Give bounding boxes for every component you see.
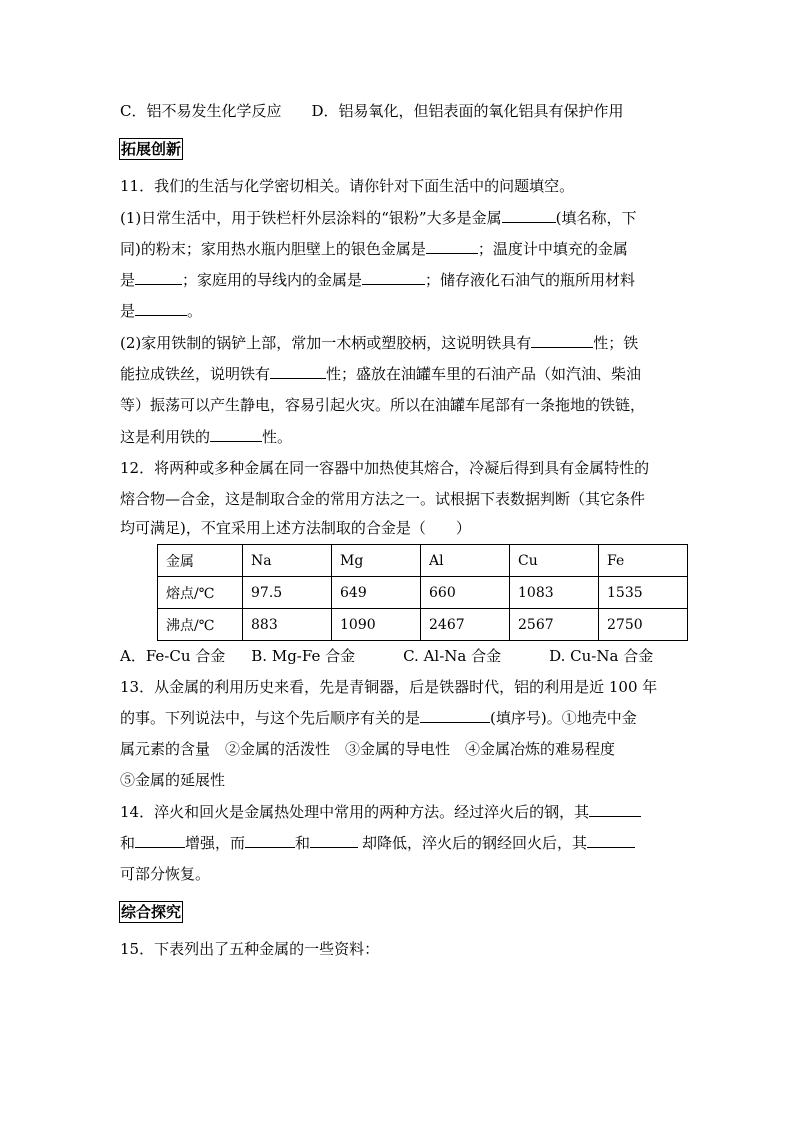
q12-line1: 12．将两种或多种金属在同一容器中加热使其熔合，冷凝后得到具有金属特性的	[120, 459, 650, 477]
q11-part1-line2: 同)的粉末；家用热水瓶内胆壁上的银色金属是 ；温度计中填充的金属	[120, 240, 628, 258]
table-header-row	[158, 545, 688, 577]
answer-blank[interactable]	[270, 364, 326, 379]
table-cell: Al	[421, 545, 510, 577]
table-cell: Mg	[332, 545, 421, 577]
q10-options	[120, 101, 624, 121]
q11-part2-line2: 能拉成铁丝，说明铁有 性；盛放在油罐车里的石油产品（如汽油、柴油	[120, 365, 642, 383]
q11-part1-line4: 是 。	[120, 302, 203, 320]
answer-blank[interactable]	[502, 208, 556, 223]
table-row	[158, 609, 688, 641]
q14-line2: 和 增强，而 和 却降低，淬火后的钢经回火后，其	[120, 833, 635, 853]
answer-blank[interactable]	[135, 270, 182, 285]
q13-line3: 属元素的含量 ②金属的活泼性 ③金属的导电性 ④金属冶炼的难易程度	[120, 740, 616, 758]
table-cell: 883	[243, 609, 332, 641]
q14-line3: 可部分恢复。	[120, 865, 211, 883]
table-cell: 沸点/℃	[158, 609, 243, 641]
table-cell: 1090	[332, 609, 421, 641]
metal-data-table	[157, 544, 688, 641]
table-row	[158, 577, 688, 609]
q12-line2: 熔合物—合金，这是制取合金的常用方法之一。试根据下表数据判断（其它条件	[120, 490, 646, 508]
answer-blank[interactable]	[310, 833, 358, 848]
q11-part1-line3: 是 ；家庭用的导线内的金属是 ；储存液化石油气的瓶所用材料	[120, 271, 636, 289]
answer-blank[interactable]	[245, 833, 295, 848]
table-cell: Cu	[510, 545, 599, 577]
q13-line1: 13．从金属的利用历史来看，先是青铜器，后是铁器时代，铝的利用是近 100 年	[120, 678, 658, 696]
q12-option-a: A．Fe-Cu 合金	[120, 647, 226, 665]
q11-part2-line4: 这是利用铁的 性。	[120, 428, 293, 446]
table-cell: 金属	[158, 545, 243, 577]
answer-blank[interactable]	[589, 802, 641, 817]
q10-option-d: D．铝易氧化，但铝表面的氧化铝具有保护作用	[311, 102, 624, 120]
q11-part2-line3: 等）振荡可以产生静电，容易引起火灾。所以在油罐车尾部有一条拖地的铁链，	[120, 396, 646, 414]
section-heading-extension: 拓展创新	[121, 140, 182, 158]
table-cell: 649	[332, 577, 421, 609]
answer-blank[interactable]	[135, 301, 187, 316]
section-heading-inquiry: 综合探究	[121, 903, 182, 921]
table-cell: Fe	[599, 545, 688, 577]
table-cell: 660	[421, 577, 510, 609]
q12-option-b: B. Mg-Fe 合金	[251, 647, 356, 665]
table-cell: 1083	[510, 577, 599, 609]
answer-blank[interactable]	[210, 427, 262, 442]
table-cell: 2567	[510, 609, 599, 641]
answer-blank[interactable]	[135, 833, 185, 848]
q12-options	[120, 646, 653, 666]
table-cell: Na	[243, 545, 332, 577]
q11-part2-line1: (2)家用铁制的锅铲上部，常加一木柄或塑胶柄，这说明铁具有 性；铁	[120, 334, 639, 352]
table-cell: 熔点/℃	[158, 577, 243, 609]
answer-blank[interactable]	[420, 708, 490, 723]
q14-line1: 14．淬火和回火是金属热处理中常用的两种方法。经过淬火后的钢，其	[120, 802, 641, 822]
q12-option-d: D. Cu-Na 合金	[549, 647, 654, 665]
q13-line4: ⑤金属的延展性	[120, 771, 226, 789]
q15-stem: 15．下表列出了五种金属的一些资料：	[120, 940, 380, 958]
answer-blank[interactable]	[587, 833, 635, 848]
table-cell: 2750	[599, 609, 688, 641]
q11-part1-line1: (1)日常生活中，用于铁栏杆外层涂料的“银粉”大多是金属 (填名称，下	[120, 209, 637, 227]
answer-blank[interactable]	[426, 239, 478, 254]
q11-stem: 11．我们的生活与化学密切相关。请你针对下面生活中的问题填空。	[120, 177, 575, 195]
table-cell: 2467	[421, 609, 510, 641]
answer-blank[interactable]	[362, 270, 425, 285]
answer-blank[interactable]	[531, 333, 593, 348]
q10-option-c: C．铝不易发生化学反应	[120, 102, 282, 120]
table-cell: 97.5	[243, 577, 332, 609]
table-cell: 1535	[599, 577, 688, 609]
q12-line3: 均可满足)，不宜采用上述方法制取的合金是（ ）	[120, 519, 471, 537]
q13-line2: 的事。下列说法中，与这个先后顺序有关的是 (填序号)。①地壳中金	[120, 709, 637, 727]
q12-option-c: C. Al-Na 合金	[403, 647, 502, 665]
